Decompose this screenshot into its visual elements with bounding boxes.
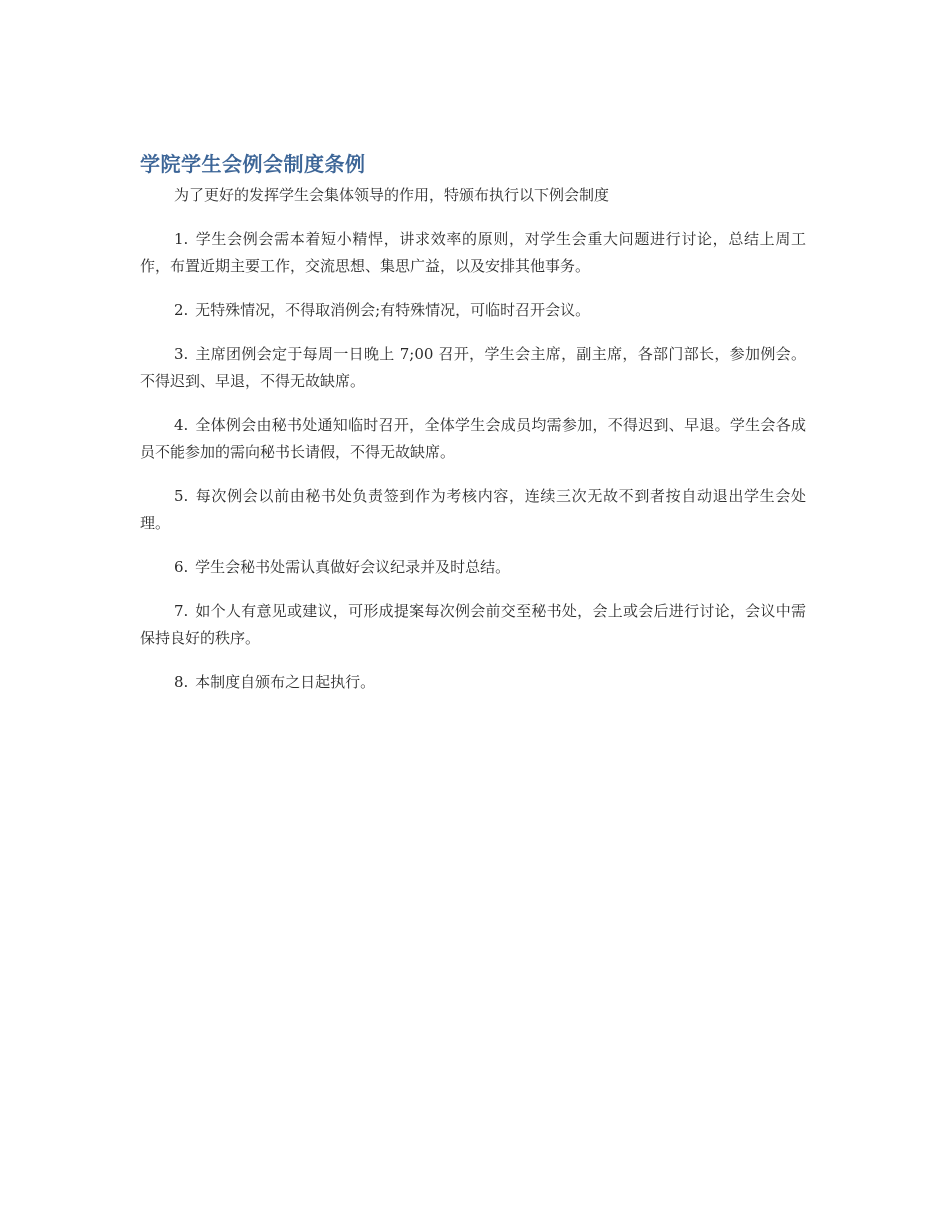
document-title: 学院学生会例会制度条例 [140, 152, 366, 176]
clause-5 [140, 483, 806, 537]
clause-number: 7. [174, 602, 189, 620]
intro-paragraph: 为了更好的发挥学生会集体领导的作用，特颁布执行以下例会制度 [174, 186, 610, 204]
clause-text: 本制度自颁布之日起执行。 [195, 673, 376, 691]
clause-1 [140, 226, 806, 280]
clause-2 [140, 297, 806, 324]
clause-text: 学生会例会需本着短小精悍，讲求效率的原则，对学生会重大问题进行讨论，总结上周工作，布置近期主要工作，交流思想、集思广益，以及安排其他事务。 [140, 230, 806, 275]
clause-text: 每次例会以前由秘书处负责签到作为考核内容，连续三次无故不到者按自动退出学生会处理。 [140, 487, 806, 532]
clause-8 [140, 669, 806, 696]
clause-text: 无特殊情况，不得取消例会;有特殊情况，可临时召开会议。 [195, 301, 591, 319]
clause-3 [140, 341, 806, 395]
clause-text: 学生会秘书处需认真做好会议纪录并及时总结。 [195, 558, 511, 576]
clause-number: 3. [174, 345, 189, 363]
clause-number: 2. [174, 301, 189, 319]
clause-text: 主席团例会定于每周一日晚上 7;00 召开，学生会主席，副主席，各部门部长，参加例会。不得迟到、早退，不得无故缺席。 [140, 345, 806, 390]
clause-6 [140, 554, 806, 581]
clause-number: 4. [174, 416, 189, 434]
clause-text: 全体例会由秘书处通知临时召开，全体学生会成员均需参加，不得迟到、早退。学生会各成员不能参加的需向秘书长请假，不得无故缺席。 [140, 416, 806, 461]
document-body [140, 148, 806, 696]
clause-number: 1. [174, 230, 189, 248]
clause-number: 5. [174, 487, 189, 505]
clause-4 [140, 412, 806, 466]
clause-7 [140, 598, 806, 652]
clause-text: 如个人有意见或建议，可形成提案每次例会前交至秘书处，会上或会后进行讨论，会议中需保持良好的秩序。 [140, 602, 806, 647]
clause-number: 6. [174, 558, 189, 576]
clause-number: 8. [174, 673, 189, 691]
